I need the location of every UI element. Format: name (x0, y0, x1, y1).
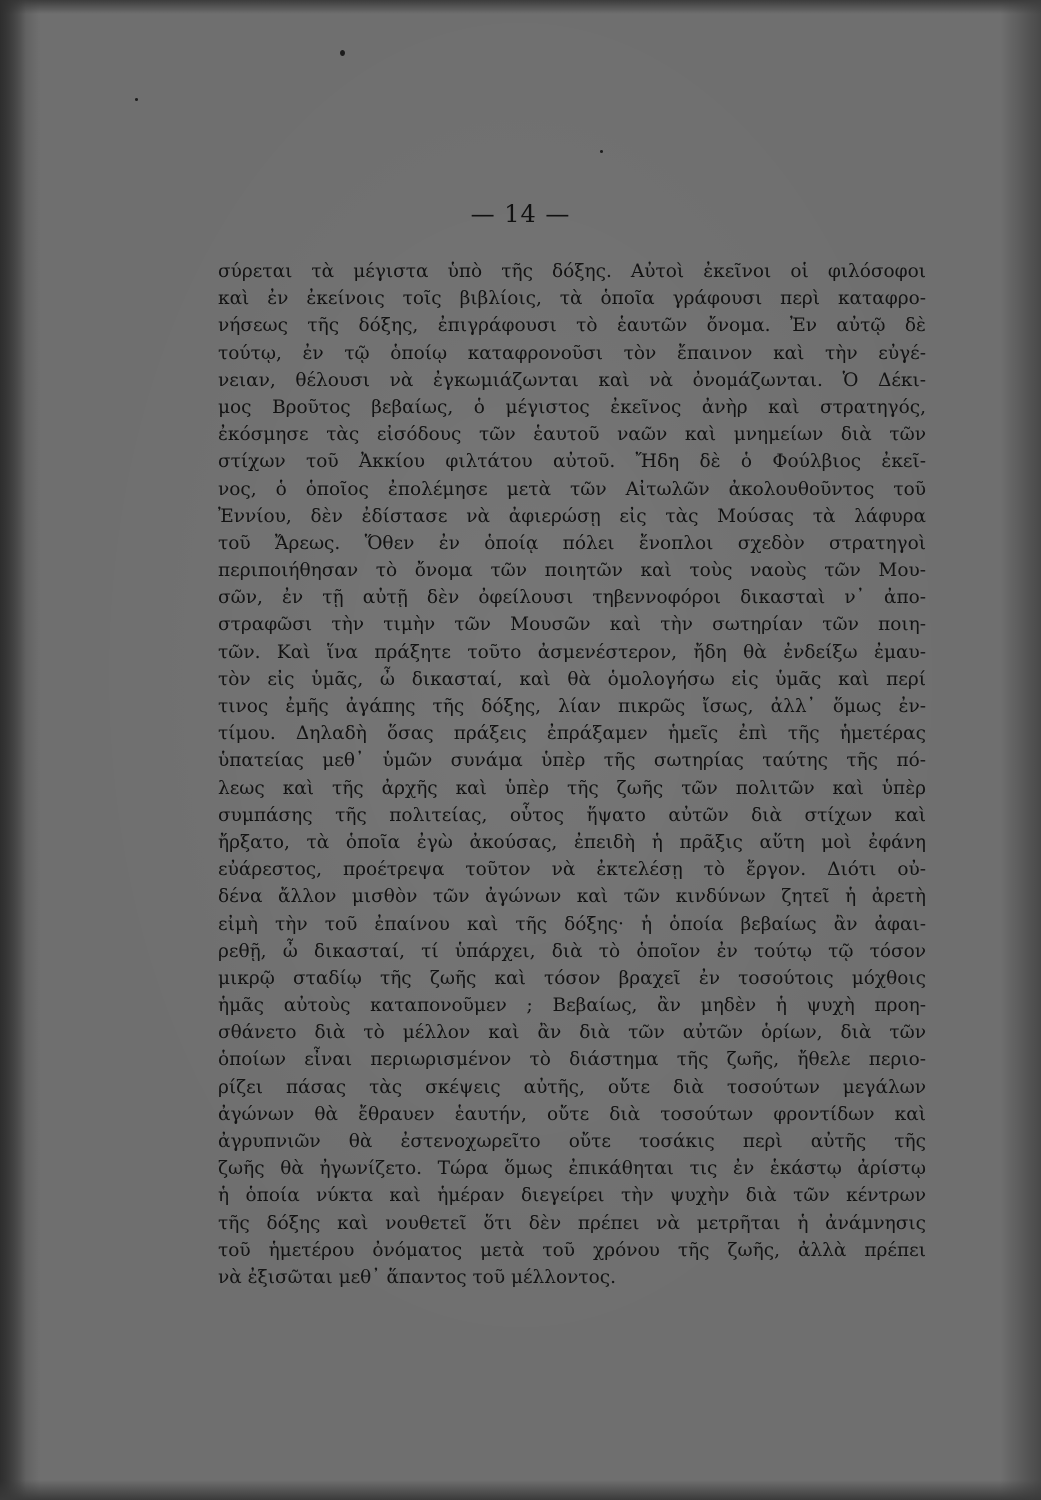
text-line: ἀγώνων θὰ ἔθραυεν ἑαυτήν, οὔτε διὰ τοσούτων φροντίδων καὶ (218, 1103, 926, 1125)
text-line: ἀγρυπνιῶν θὰ ἐστενοχωρεῖτο οὔτε τοσάκις περὶ αὐτῆς τῆς (218, 1131, 926, 1152)
text-line: τὸν εἰς ὑμᾶς, ὦ δικασταί, καὶ θὰ ὁμολογήσω εἰς ὑμᾶς καὶ περί (218, 668, 926, 690)
page-top-shadow (0, 0, 1041, 14)
text-line: τοῦ ἡμετέρου ὀνόματος μετὰ τοῦ χρόνου τῆς ζωῆς, ἀλλὰ πρέπει (218, 1239, 926, 1261)
text-line: καὶ ἐν ἐκείνοις τοῖς βιβλίοις, τὰ ὁποῖα γράφουσι περὶ καταφρο- (218, 288, 926, 310)
text-line: εἰμὴ τὴν τοῦ ἐπαίνου καὶ τῆς δόξης· ἡ ὁποία βεβαίως ἂν ἀφαι- (218, 913, 926, 935)
text-line: ἡμᾶς αὐτοὺς καταπονοῦμεν ; Βεβαίως, ἂν μηδὲν ἡ ψυχὴ προη- (218, 995, 926, 1017)
text-line: δένα ἄλλον μισθὸν τῶν ἀγώνων καὶ τῶν κινδύνων ζητεῖ ἡ ἀρετὴ (218, 886, 926, 908)
text-line: Ἐννίου, δὲν ἐδίστασε νὰ ἀφιερώσῃ εἰς τὰς Μούσας τὰ λάφυρα (218, 505, 926, 527)
ink-speck (600, 150, 603, 153)
text-line: τίμου. Δηλαδὴ ὅσας πράξεις ἐπράξαμεν ἡμεῖς ἐπὶ τῆς ἡμετέρας (218, 723, 926, 745)
text-line: τῆς δόξης καὶ νουθετεῖ ὅτι δὲν πρέπει νὰ μετρῆται ἡ ἀνάμνησις (218, 1212, 926, 1234)
text-line: σύρεται τὰ μέγιστα ὑπὸ τῆς δόξης. Αὐτοὶ ἐκεῖνοι οἱ φιλόσοφοι (218, 261, 926, 282)
text-line: νήσεως τῆς δόξης, ἐπιγράφουσι τὸ ἑαυτῶν ὄνομα. Ἐν αὐτῷ δὲ (218, 315, 926, 337)
text-line: τῶν. Καὶ ἵνα πράξητε τοῦτο ἀσμενέστερον, ἤδη θὰ ἐνδείξω ἐμαυ- (218, 641, 926, 663)
text-line: νος, ὁ ὁποῖος ἐπολέμησε μετὰ τῶν Αἰτωλῶν ἀκολουθοῦντος τοῦ (218, 478, 926, 500)
text-line: ρεθῇ, ὦ δικασταί, τί ὑπάρχει, διὰ τὸ ὁποῖον ἐν τούτῳ τῷ τόσον (218, 940, 926, 962)
text-line: ὁποίων εἶναι περιωρισμένον τὸ διάστημα τῆς ζωῆς, ἤθελε περιο- (218, 1049, 926, 1071)
body-text (218, 258, 926, 1291)
text-line: ἤρξατο, τὰ ὁποῖα ἐγὼ ἀκούσας, ἐπειδὴ ἡ πρᾶξις αὕτη μοὶ ἐφάνη (218, 831, 926, 853)
text-line: μικρῷ σταδίῳ τῆς ζωῆς καὶ τόσον βραχεῖ ἐν τοσούτοις μόχθοις (218, 967, 926, 989)
text-line: λεως καὶ τῆς ἀρχῆς καὶ ὑπὲρ τῆς ζωῆς τῶν πολιτῶν καὶ ὑπὲρ (218, 777, 926, 799)
text-line: τινος ἐμῆς ἀγάπης τῆς δόξης, λίαν πικρῶς ἴσως, ἀλλ᾽ ὅμως ἐν- (218, 696, 926, 717)
ink-speck (135, 98, 138, 101)
text-line: νὰ ἐξισῶται μεθ᾽ ἅπαντος τοῦ μέλλοντος. (218, 1266, 617, 1288)
text-line: στραφῶσι τὴν τιμὴν τῶν Μουσῶν καὶ τὴν σωτηρίαν τῶν ποιη- (218, 614, 926, 636)
text-line: ἐκόσμησε τὰς εἰσόδους τῶν ἑαυτοῦ ναῶν καὶ μνημείων διὰ τῶν (218, 424, 926, 446)
text-line: τούτῳ, ἐν τῷ ὁποίῳ καταφρονοῦσι τὸν ἔπαινον καὶ τὴν εὐγέ- (218, 342, 926, 364)
text-line: εὐάρεστος, προέτρεψα τοῦτον νὰ ἐκτελέσῃ τὸ ἔργον. Διότι οὐ- (218, 859, 926, 881)
text-line: σῶν, ἐν τῇ αὐτῇ δὲν ὀφείλουσι τηβεννοφόροι δικασταὶ ν᾽ ἀπο- (218, 587, 926, 609)
text-line: ρίζει πάσας τὰς σκέψεις αὐτῆς, οὔτε διὰ τοσούτων μεγάλων (218, 1076, 926, 1098)
page-bottom-shadow (0, 1480, 1041, 1500)
text-line: στίχων τοῦ Ἀκκίου φιλτάτου αὐτοῦ. Ἤδη δὲ ὁ Φούλβιος ἐκεῖ- (218, 451, 926, 473)
text-line: περιποιήθησαν τὸ ὄνομα τῶν ποιητῶν καὶ τοὺς ναοὺς τῶν Μου- (218, 560, 926, 582)
text-line: συμπάσης τῆς πολιτείας, οὗτος ἥψατο αὐτῶν διὰ στίχων καὶ (218, 804, 926, 826)
text-line: νειαν, θέλουσι νὰ ἐγκωμιάζωνται καὶ νὰ ὀνομάζωνται. Ὁ Δέκι- (218, 369, 926, 391)
ink-speck (340, 50, 345, 56)
text-line: ἡ ὁποία νύκτα καὶ ἡμέραν διεγείρει τὴν ψυχὴν διὰ τῶν κέντρων (218, 1185, 926, 1207)
page-number: — 14 — (470, 200, 571, 228)
text-line: ζωῆς θὰ ἠγωνίζετο. Τώρα ὅμως ἐπικάθηται τις ἐν ἑκάστῳ ἀρίστῳ (218, 1158, 926, 1180)
text-line: ὑπατείας μεθ᾽ ὑμῶν συνάμα ὑπὲρ τῆς σωτηρίας ταύτης τῆς πό- (218, 750, 926, 772)
text-line: τοῦ Ἄρεως. Ὅθεν ἐν ὁποίᾳ πόλει ἔνοπλοι σχεδὸν στρατηγοὶ (218, 532, 926, 554)
text-line: σθάνετο διὰ τὸ μέλλον καὶ ἂν διὰ τῶν αὐτῶν ὁρίων, διὰ τῶν (218, 1022, 926, 1044)
text-line: μος Βροῦτος βεβαίως, ὁ μέγιστος ἐκεῖνος ἀνὴρ καὶ στρατηγός, (218, 396, 926, 418)
